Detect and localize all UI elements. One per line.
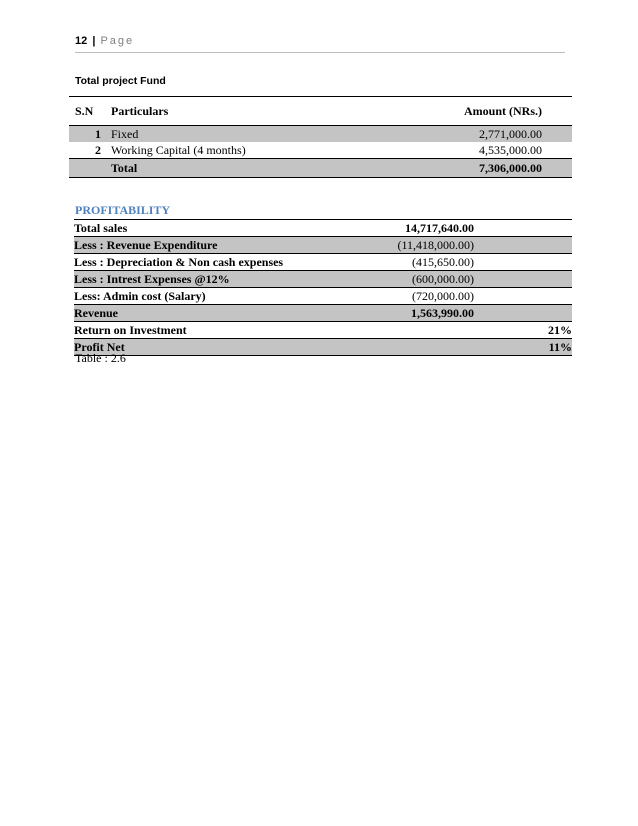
- row-value: (720,000.00): [412, 288, 474, 303]
- page-header: [75, 35, 565, 53]
- table-row: [74, 237, 572, 254]
- page-number: 12: [75, 35, 88, 47]
- table-row: [74, 220, 572, 237]
- row-sn: 2: [95, 142, 101, 157]
- fund-table: [69, 96, 572, 178]
- row-particulars: Fixed: [111, 126, 139, 141]
- row-pct: 11%: [548, 339, 572, 354]
- table-row: [74, 254, 572, 271]
- row-label: Less : Intrest Expenses @12%: [74, 271, 230, 286]
- row-value: (600,000.00): [412, 271, 474, 286]
- col-particulars-header: Particulars: [111, 103, 169, 118]
- table-row: [74, 288, 572, 305]
- row-amount: 4,535,000.00: [479, 142, 542, 157]
- table-row: [74, 339, 572, 356]
- total-amount: 7,306,000.00: [479, 160, 542, 175]
- profitability-title: PROFITABILITY: [75, 203, 171, 217]
- col-sn-header: S.N: [75, 103, 94, 118]
- row-label: Profit Net: [74, 339, 125, 354]
- table-row: [69, 126, 572, 142]
- row-amount: 2,771,000.00: [479, 126, 542, 141]
- row-label: Revenue: [74, 305, 118, 320]
- page-separator: |: [92, 35, 96, 47]
- fund-header-row: [69, 97, 572, 126]
- table-row: [74, 322, 572, 339]
- page-label: Page: [100, 35, 135, 47]
- col-amount-header: Amount (NRs.): [464, 103, 542, 118]
- row-label: Less: Admin cost (Salary): [74, 288, 206, 303]
- row-label: Less : Depreciation & Non cash expenses: [74, 254, 284, 269]
- table-row: [74, 305, 572, 322]
- row-value: (11,418,000.00): [397, 237, 474, 252]
- row-value: 1,563,990.00: [411, 305, 474, 320]
- row-pct: 21%: [548, 322, 572, 337]
- fund-total-row: [69, 158, 572, 177]
- table-row: [74, 271, 572, 288]
- row-label: Total sales: [74, 220, 128, 235]
- row-value: (415,650.00): [412, 254, 474, 269]
- fund-title: Total project Fund: [75, 75, 166, 87]
- table-caption: Table : 2.6: [75, 351, 126, 365]
- row-label: Less : Revenue Expenditure: [74, 237, 218, 252]
- row-particulars: Working Capital (4 months): [111, 142, 246, 157]
- row-label: Return on Investment: [74, 322, 187, 337]
- row-sn: 1: [95, 126, 101, 141]
- total-label: Total: [111, 160, 138, 175]
- table-row: [69, 142, 572, 158]
- profitability-table: [74, 219, 572, 356]
- row-value: 14,717,640.00: [405, 220, 474, 235]
